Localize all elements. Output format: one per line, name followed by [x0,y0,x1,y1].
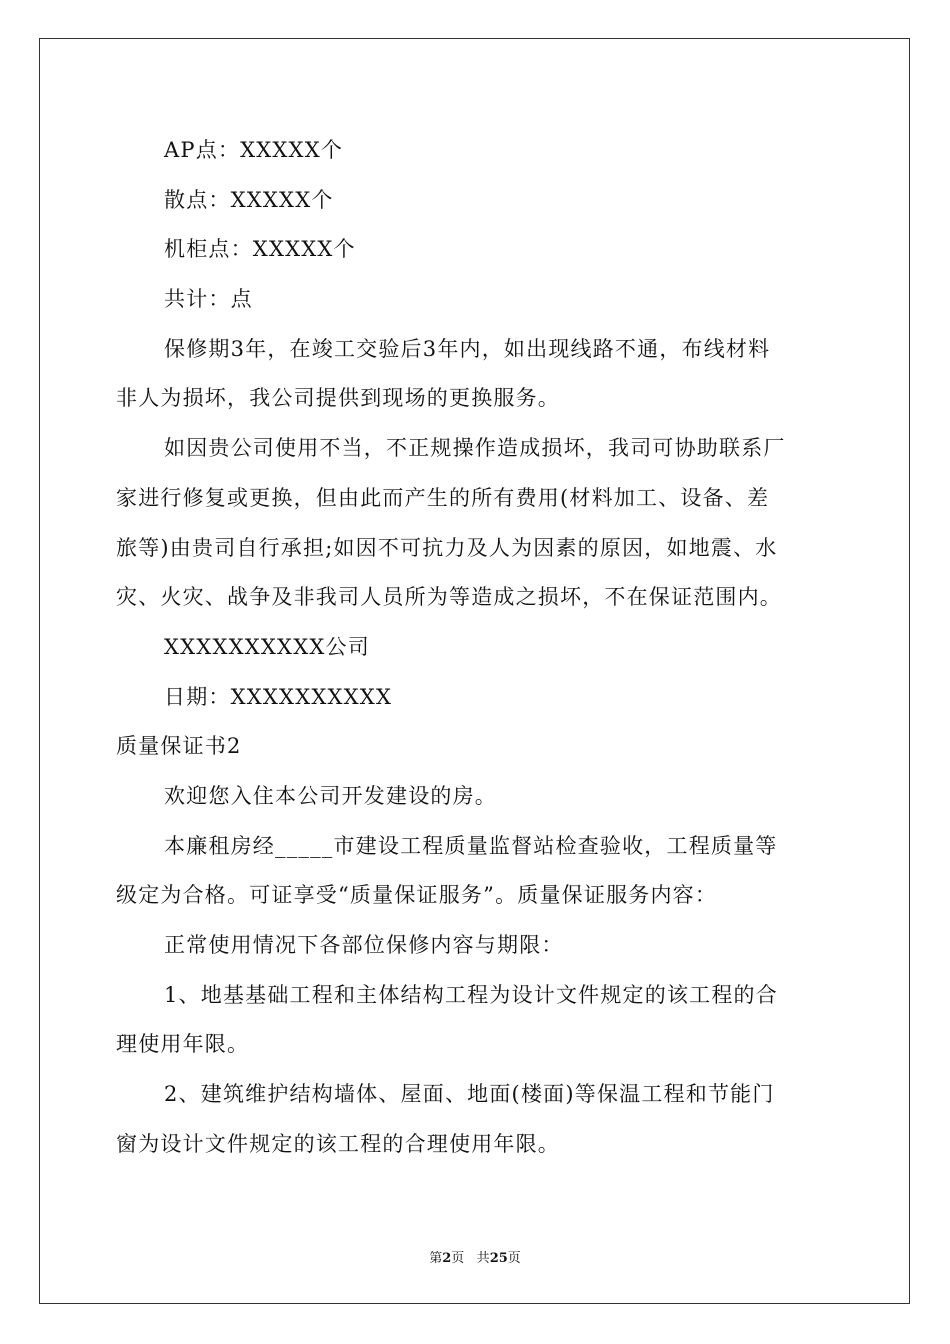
list-item: 2、建筑维护结构墙体、屋面、地面(楼面)等保温工程和节能门 [164,1082,775,1107]
text-line: 家进行修复或更换，但由此而产生的所有费用(材料加工、设备、差 [116,485,770,510]
document-body [116,126,836,1169]
text-line: 本廉租房经_____市建设工程质量监督站检查验收，工程质量等 [164,833,778,858]
footer-total-prefix: 共 [476,1251,490,1266]
text-line: AP点：XXXXX个 [164,138,344,162]
footer-page-suffix: 页 [451,1251,465,1266]
text-line: 旅等)由贵司自行承担;如因不可抗力及人为因素的原因，如地震、水 [116,535,778,560]
text-line: 保修期3年，在竣工交验后3年内，如出现线路不通，布线材料 [164,336,771,361]
footer-prefix: 第 [429,1251,443,1266]
text-line: 灾、火灾、战争及非我司人员所为等造成之损坏，不在保证范围内。 [116,585,782,610]
footer-total-suffix: 页 [507,1251,521,1266]
text-line: 理使用年限。 [116,1032,250,1057]
footer-total-pages: 25 [489,1251,508,1266]
text-line: 共计：点 [164,287,253,312]
page-footer [0,1247,950,1266]
text-line: 非人为损坏，我公司提供到现场的更换服务。 [116,386,560,411]
text-line: 散点：XXXXX个 [164,187,334,212]
footer-page-number: 2 [442,1251,452,1266]
company-name: XXXXXXXXXX公司 [164,634,370,659]
date-line: 日期：XXXXXXXXXX [164,684,393,709]
text-line: 欢迎您入住本公司开发建设的房。 [164,783,497,808]
text-line: 级定为合格。可证享受“质量保证服务”。质量保证服务内容： [116,883,718,908]
list-item: 1、地基基础工程和主体结构工程为设计文件规定的该工程的合 [164,982,778,1007]
text-line: 如因贵公司使用不当，不正规操作造成损坏，我司可协助联系厂 [164,436,786,461]
text-line: 机柜点：XXXXX个 [164,237,356,262]
text-line: 正常使用情况下各部位保修内容与期限： [164,933,564,957]
section-title: 质量保证书2 [116,734,242,759]
text-line: 窗为设计文件规定的该工程的合理使用年限。 [116,1131,560,1156]
